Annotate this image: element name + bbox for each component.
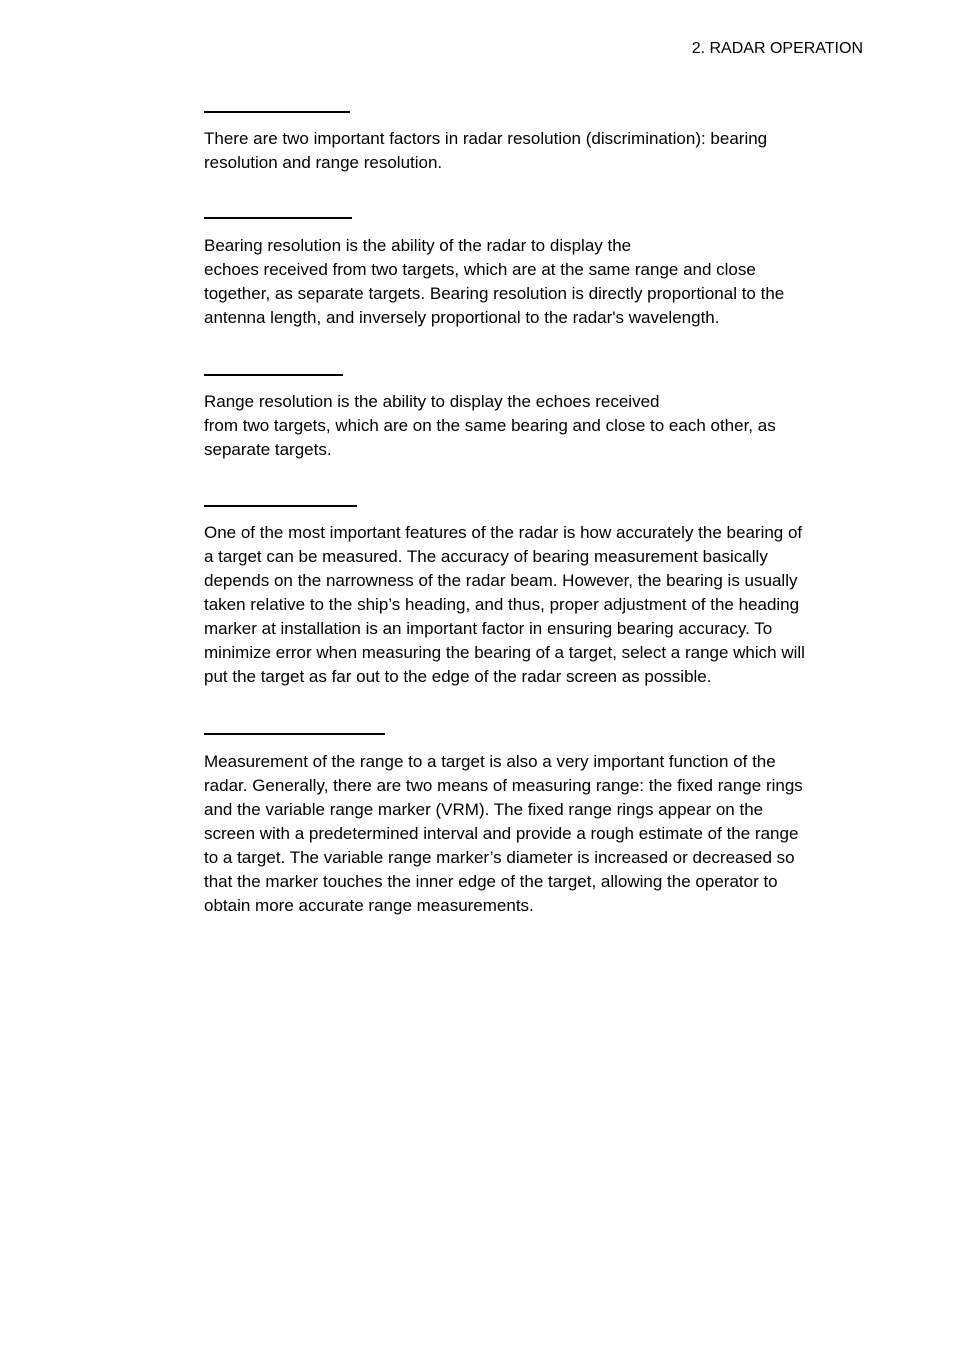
section-bearing-accuracy <box>204 505 864 689</box>
text-line: separate targets. <box>204 440 332 459</box>
text-line: that the marker touches the inner edge of the target, allowing the operator to <box>204 872 778 891</box>
text-line: One of the most important features of the radar is how accurately the bearing of <box>204 523 803 542</box>
text-line: Bearing resolution is the ability of the radar to display the <box>204 236 632 255</box>
text-line: a target can be measured. The accuracy of bearing measurement basically <box>204 547 768 566</box>
section-range-measurement <box>204 733 864 918</box>
text-line: together, as separate targets. Bearing resolution is directly proportional to the <box>204 284 785 303</box>
text-line: echoes received from two targets, which are at the same range and close <box>204 260 756 279</box>
section-range-resolution <box>204 374 864 462</box>
text-line: Measurement of the range to a target is also a very important function of the <box>204 752 776 771</box>
text-line: taken relative to the ship’s heading, and thus, proper adjustment of the heading <box>204 595 800 614</box>
heading-rule <box>204 505 357 507</box>
text-line: There are two important factors in radar resolution (discrimination): bearing <box>204 129 768 148</box>
text-line: resolution and range resolution. <box>204 153 443 172</box>
heading-rule <box>204 374 343 376</box>
paragraph-range-measurement <box>204 750 864 918</box>
running-header: 2. RADAR OPERATION <box>691 40 863 57</box>
paragraph-range-resolution <box>204 390 864 462</box>
text-line: and the variable range marker (VRM). The fixed range rings appear on the <box>204 800 764 819</box>
section-bearing-resolution <box>204 217 864 330</box>
text-line: Range resolution is the ability to display the echoes received <box>204 392 660 411</box>
section-radar-resolution <box>204 111 864 175</box>
text-line: antenna length, and inversely proportional to the radar's wavelength. <box>204 308 720 327</box>
paragraph-bearing-resolution <box>204 234 864 330</box>
heading-rule <box>204 217 352 219</box>
heading-rule <box>204 111 350 113</box>
text-line: to a target. The variable range marker’s diameter is increased or decreased so <box>204 848 795 867</box>
text-line: from two targets, which are on the same bearing and close to each other, as <box>204 416 776 435</box>
text-line: radar. Generally, there are two means of measuring range: the fixed range rings <box>204 776 803 795</box>
text-line: depends on the narrowness of the radar beam. However, the bearing is usually <box>204 571 798 590</box>
paragraph-radar-resolution <box>204 127 864 175</box>
text-line: put the target as far out to the edge of the radar screen as possible. <box>204 667 712 686</box>
text-line: minimize error when measuring the bearing of a target, select a range which will <box>204 643 805 662</box>
text-line: screen with a predetermined interval and provide a rough estimate of the range <box>204 824 799 843</box>
heading-rule <box>204 733 385 735</box>
text-line: marker at installation is an important factor in ensuring bearing accuracy. To <box>204 619 773 638</box>
paragraph-bearing-accuracy <box>204 521 864 689</box>
text-line: obtain more accurate range measurements. <box>204 896 534 915</box>
